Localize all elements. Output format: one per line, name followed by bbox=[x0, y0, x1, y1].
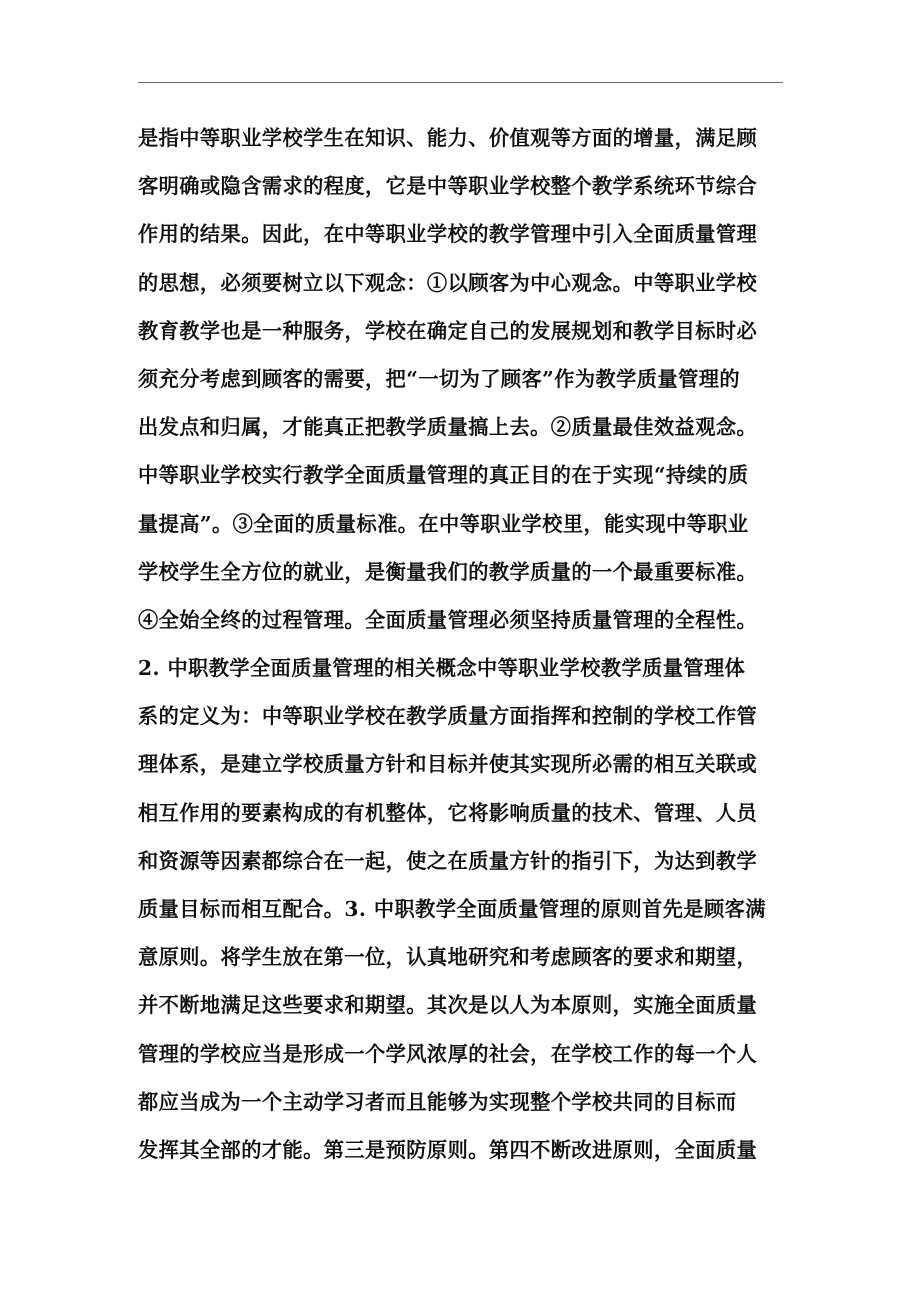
text-line: 作用的结果。因此，在中等职业学校的教学管理中引入全面质量管理 bbox=[138, 222, 758, 247]
text-line: 都应当成为一个主动学习者而且能够为实现整个学校共同的目标而 bbox=[138, 1089, 737, 1114]
text-line: 须充分考虑到顾客的需要，把“一切为了顾客”作为教学质量管理的 bbox=[138, 366, 740, 391]
text-line: 中等职业学校实行教学全面质量管理的真正目的在于实现“持续的质 bbox=[138, 463, 749, 488]
text-line: 的思想，必须要树立以下观念：①以顾客为中心观念。中等职业学校 bbox=[138, 270, 758, 295]
text-line: 客明确或隐含需求的程度，它是中等职业学校整个教学系统环节综合 bbox=[138, 174, 758, 199]
text-line: 意原则。将学生放在第一位，认真地研究和考虑顾客的要求和期望， bbox=[138, 945, 758, 970]
text-line: 系的定义为：中等职业学校在教学质量方面指挥和控制的学校工作管 bbox=[138, 704, 758, 729]
text-line: 相互作用的要素构成的有机整体，它将影响质量的技术、管理、人员 bbox=[138, 800, 758, 825]
text-line: 教育教学也是一种服务，学校在确定自己的发展规划和教学目标时必 bbox=[138, 318, 758, 343]
text-line: 发挥其全部的才能。第三是预防原则。第四不断改进原则，全面质量 bbox=[138, 1137, 758, 1162]
text-line: 和资源等因素都综合在一起，使之在质量方针的指引下，为达到教学 bbox=[138, 848, 758, 873]
text-line: 出发点和归属，才能真正把教学质量搞上去。②质量最佳效益观念。 bbox=[138, 415, 758, 440]
body-text bbox=[138, 114, 788, 1174]
header-rule bbox=[138, 82, 783, 83]
text-line: 管理的学校应当是形成一个学风浓厚的社会，在学校工作的每一个人 bbox=[138, 1041, 758, 1066]
text-line: 理体系，是建立学校质量方针和目标并使其实现所必需的相互关联或 bbox=[138, 752, 758, 777]
text-line: 量提高”。③全面的质量标准。在中等职业学校里，能实现中等职业 bbox=[138, 511, 749, 536]
text-line: 是指中等职业学校学生在知识、能力、价值观等方面的增量，满足顾 bbox=[138, 126, 758, 150]
text-line: 学校学生全方位的就业，是衡量我们的教学质量的一个最重要标准。 bbox=[138, 559, 758, 584]
text-line: 2. 中职教学全面质量管理的相关概念中等职业学校教学质量管理体 bbox=[138, 656, 746, 681]
text-line: 并不断地满足这些要求和期望。其次是以人为本原则，实施全面质量 bbox=[138, 993, 758, 1018]
text-line: 质量目标而相互配合。3. 中职教学全面质量管理的原则首先是顾客满 bbox=[138, 897, 766, 921]
text-line: ④全始全终的过程管理。全面质量管理必须坚持质量管理的全程性。 bbox=[138, 607, 758, 632]
